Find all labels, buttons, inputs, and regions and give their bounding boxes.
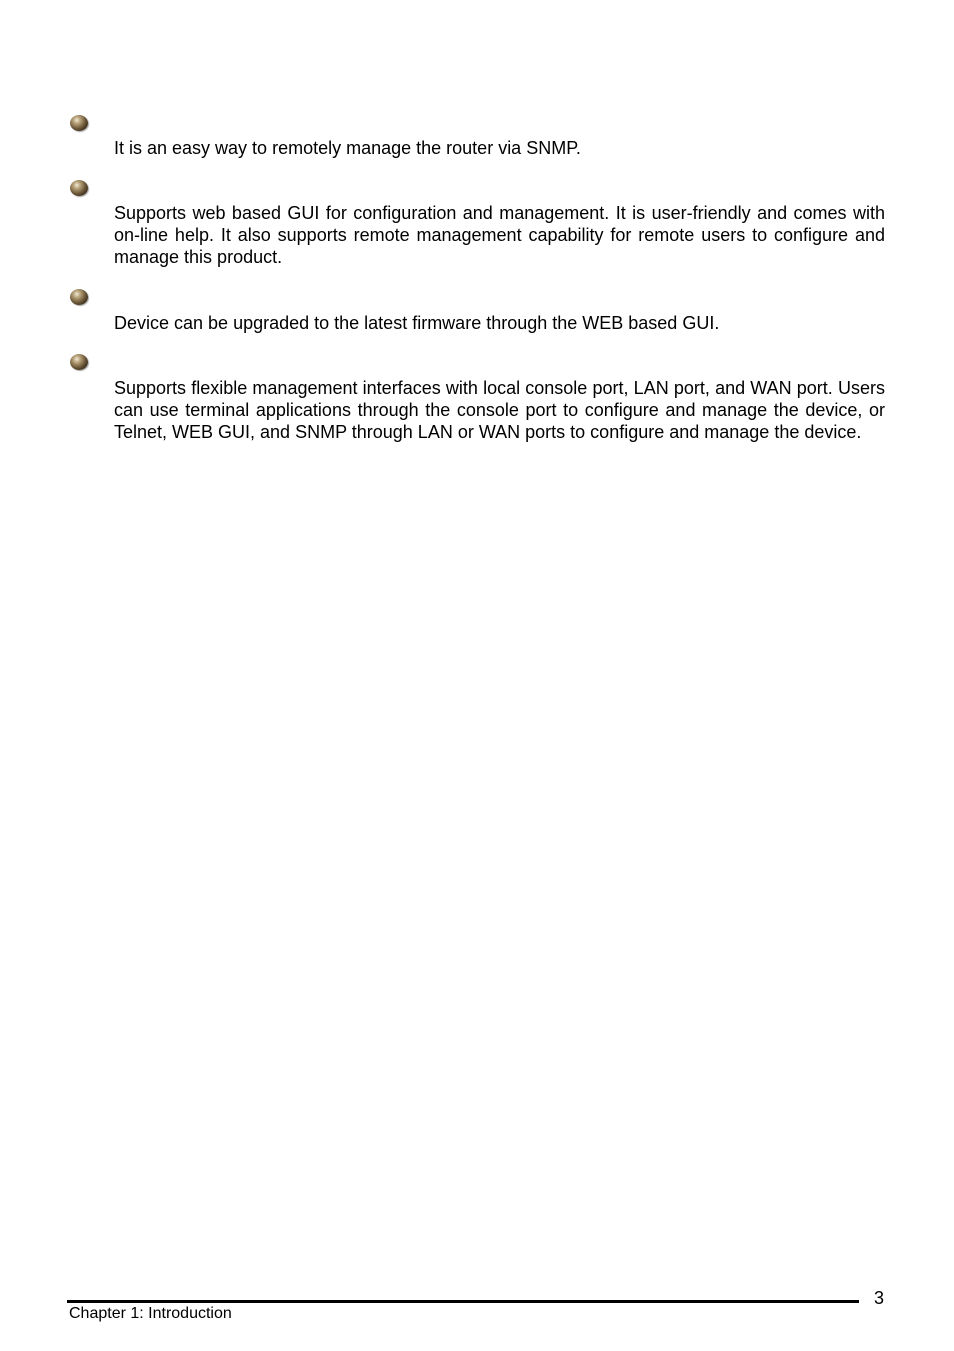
- bullet-sphere-icon: [70, 180, 88, 196]
- footer-divider: [67, 1300, 859, 1303]
- chapter-label: Chapter 1: Introduction: [69, 1305, 232, 1322]
- feature-description: Device can be upgraded to the latest firmware through the WEB based GUI.: [114, 313, 720, 333]
- bullet-sphere-icon: [70, 289, 88, 305]
- bullet-sphere-icon: [70, 115, 88, 131]
- feature-description: It is an easy way to remotely manage the router via SNMP.: [114, 138, 581, 158]
- page-number: 3: [874, 1288, 885, 1308]
- feature-description: Supports web based GUI for configuration and management. It is user-friendly and comes with on-line help. It also supports remote management capability for remote users to configure and manage this product.: [114, 203, 885, 267]
- feature-description: Supports flexible management interfaces with local console port, LAN port, and WAN port. Users can use terminal applications through the console port to configure and manage the device, or Telnet, WEB GUI, and SNMP through LAN or WAN ports to configure and manage the device.: [114, 378, 885, 442]
- bullet-sphere-icon: [70, 354, 88, 370]
